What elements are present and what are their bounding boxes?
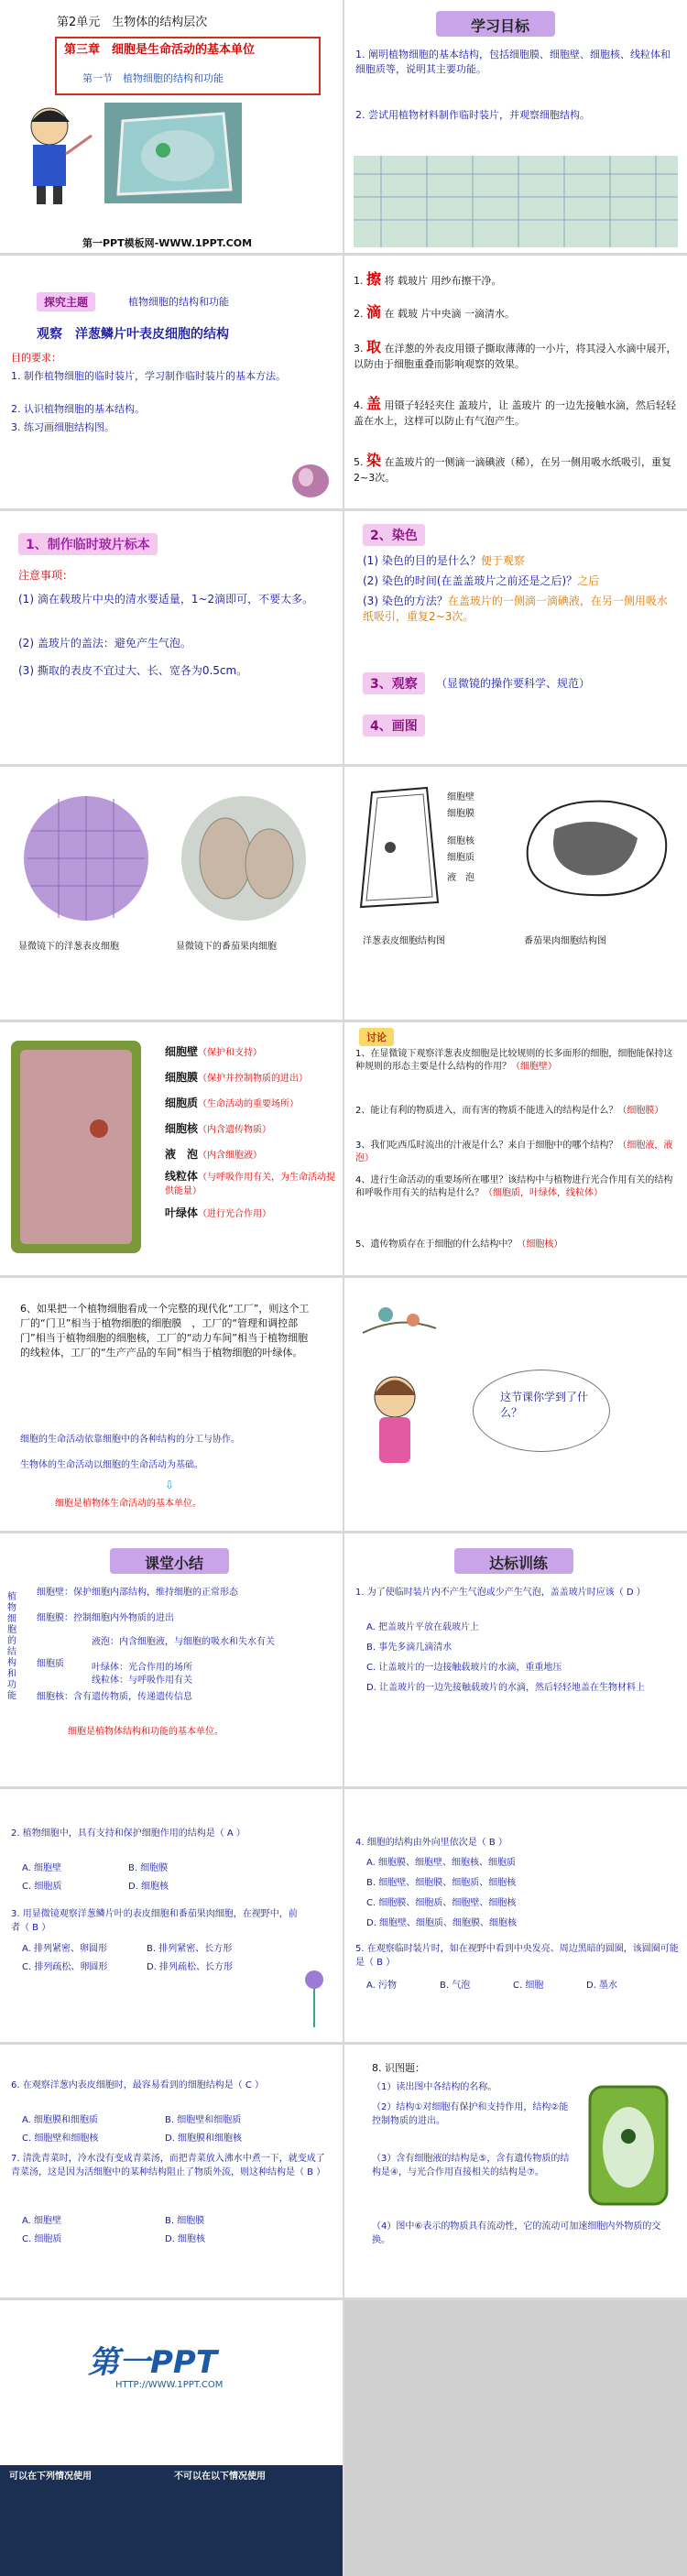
aim-2: 2. 认识植物细胞的基本结构。 (11, 403, 145, 415)
q3-opt-b: B. 排列紧密、长方形 (147, 1944, 233, 1954)
func-2: 细胞膜（保护并控制物质的进出） (165, 1071, 309, 1084)
slide-practice-2 (0, 1789, 343, 2042)
quiz-item-4: （4）图中⑥表示的物质具有流动性，它的流动可加速细胞内外物质的交换。 (372, 2221, 661, 2245)
summary-3: 细胞是植物体生命活动的基本单位。 (55, 1499, 202, 1509)
q1-opt-a: A. 把盖玻片平放在载玻片上 (366, 1622, 480, 1632)
q2-opt-a: A. 细胞壁 (22, 1863, 62, 1873)
observe-heading: 观察 洋葱鳞片叶表皮细胞的结构 (37, 327, 229, 342)
q3-opt-a: A. 排列紧密、卵圆形 (22, 1944, 108, 1954)
practice-q5: 5. 在观察临时装片时，如在视野中看到中央发亮、周边黑暗的圆圈，该圆圈可能是（ B ） (355, 1944, 679, 1968)
aim-label: 目的要求： (11, 352, 61, 364)
slide-micro (0, 767, 343, 1020)
slide-practice-4 (0, 2045, 343, 2298)
aim-3: 3. 练习画细胞结构图。 (11, 421, 114, 433)
usage-forbidden: 不可以在以下情况使用 (174, 2472, 266, 2482)
onion-caption: 显微镜下的洋葱表皮细胞 (18, 942, 119, 952)
q5-opt-a: A. 污物 (366, 1981, 398, 1991)
usage-allowed: 可以在下列情况使用 (9, 2472, 92, 2482)
diag-label-1: 细胞壁 (447, 792, 474, 802)
tomato-cell-diagram (518, 792, 674, 902)
flower-image (291, 1963, 337, 2027)
q5-opt-c: C. 细胞 (513, 1981, 544, 1991)
q7-opt-a: A. 细胞壁 (22, 2216, 62, 2226)
note-label: 注意事项： (18, 569, 74, 582)
cells-photo (354, 156, 678, 247)
func-3: 细胞质（生命活动的重要场所） (165, 1097, 300, 1109)
quiz-item-2: （2）结构①对细胞有保护和支持作用，结构②能控制物质的进出。 (372, 2102, 569, 2126)
slide-practice-3 (344, 1789, 687, 2042)
slide-goals (344, 0, 687, 253)
diag-label-3: 细胞核 (447, 836, 474, 846)
slide-title (0, 0, 343, 253)
sum-row-3: 液泡：内含细胞液，与细胞的吸水和失水有关 (92, 1637, 275, 1647)
diag-label-2: 细胞膜 (447, 809, 474, 819)
q7-opt-c: C. 细胞质 (22, 2234, 62, 2244)
discuss-2: 2、能让有利的物质进入，而有害的物质不能进入的结构是什么？（细胞膜） (355, 1106, 664, 1116)
q4-opt-b: B. 细胞壁、细胞膜、细胞质、细胞核 (366, 1878, 517, 1888)
sum-row-2: 细胞膜：控制细胞内外物质的进出 (37, 1613, 174, 1623)
summary-2: 生物体的生命活动以细胞的生命活动为基础。 (20, 1460, 203, 1470)
q6-opt-a: A. 细胞膜和细胞质 (22, 2115, 99, 2125)
q3-opt-c: C. 排列疏松、卵圆形 (22, 1962, 108, 1972)
slide-diagram-quiz (344, 2045, 687, 2298)
section-title: 第一节 植物细胞的结构和功能 (82, 72, 224, 84)
onion-micro-image (22, 794, 150, 922)
quiz-item-1: （1）读出图中各结构的名称。 (372, 2082, 497, 2092)
q7-opt-b: B. 细胞膜 (165, 2216, 205, 2226)
stain-q3: (3) 染色的方法？在盖玻片的一侧滴一滴碘液，在另一侧用吸水纸吸引，重复2~3次。 (363, 595, 668, 624)
diag-label-4: 细胞质 (447, 853, 474, 863)
slide-diagram (344, 767, 687, 1020)
func-4: 细胞核（内含遗传物质） (165, 1122, 272, 1135)
note-1: (1) 滴在载玻片中央的清水要适量，1~2滴即可，不要太多。 (18, 593, 314, 606)
discuss-5: 5、遗传物质存在于细胞的什么结构中？（细胞核） (355, 1239, 563, 1250)
footer-brand: 第一PPT模板网-WWW.1PPT.COM (82, 237, 253, 249)
goals-title: 学习目标 (471, 17, 530, 35)
diag-label-5: 液 泡 (447, 873, 474, 883)
discuss-4: 4、进行生命活动的重要场所在哪里？该结构中与植物进行光合作用有关的结构和呼吸作用有关的结构是什么？（细胞质，叶绿体，线粒体） (355, 1175, 673, 1198)
aim-1: 1. 制作植物细胞的临时装片，学习制作临时装片的基本方法。 (11, 370, 286, 382)
onion-image (288, 455, 333, 501)
sum-bottom: 细胞是植物体结构和功能的基本单位。 (68, 1727, 224, 1737)
sum-row-6: 细胞核：含有遗传物质，传递遗传信息 (37, 1692, 192, 1702)
slide-factory (0, 1278, 343, 1531)
birds-image (354, 1287, 445, 1342)
green-cell-image (583, 2081, 674, 2210)
bubble-text: 这节课你学到了什么？ (500, 1391, 589, 1420)
cell-photo (104, 103, 242, 203)
quiz-item-3: （3）含有细胞液的结构是⑤，含有遗传物质的结构是④，与光合作用直接相关的结构是⑦。 (372, 2154, 570, 2178)
slide-summary (0, 1534, 343, 1786)
stain-title: 2、染色 (363, 524, 425, 546)
step-1: 1. 擦 将 载玻片 用纱布擦干净。 (354, 270, 502, 288)
q1-opt-b: B. 事先多滴几滴清水 (366, 1643, 453, 1653)
slide-empty (344, 2300, 687, 2576)
brand-url: HTTP://WWW.1PPT.COM (115, 2380, 224, 2390)
q6-opt-d: D. 细胞膜和细胞核 (165, 2134, 243, 2144)
q1-opt-c: C. 让盖玻片的一边接触载玻片的水滴，重重地压 (366, 1663, 562, 1673)
slide-stain (344, 511, 687, 764)
q5-opt-b: B. 气泡 (440, 1981, 471, 1991)
stain-q1: (1) 染色的目的是什么？便于观察 (363, 554, 525, 567)
girl-cartoon (363, 1370, 427, 1470)
func-7: 叶绿体（进行光合作用） (165, 1206, 272, 1219)
q5-opt-d: D. 墨水 (586, 1981, 618, 1991)
q7-opt-d: D. 细胞核 (165, 2234, 206, 2244)
stain-q2: (2) 染色的时间(在盖盖玻片之前还是之后)？之后 (363, 574, 600, 587)
q4-opt-a: A. 细胞膜、细胞壁、细胞核、细胞质 (366, 1858, 517, 1868)
goal-2: 2. 尝试用植物材料制作临时装片，并观察细胞结构。 (355, 109, 590, 121)
sum-row-5: 线粒体：与呼吸作用有关 (92, 1675, 192, 1686)
discuss-3: 3、我们吃西瓜时流出的汁液是什么？来自于细胞中的哪个结构？（细胞液，液泡） (355, 1141, 673, 1163)
slide-method (0, 511, 343, 764)
step-3: 3. 取 在洋葱的外表皮用镊子撕取薄薄的一小片，将其浸入水滴中展开，以防由于细胞重叠而影响观察的效果。 (354, 338, 677, 371)
func-6: 线粒体（与呼吸作用有关，为生命活动提供能量） (165, 1170, 336, 1196)
unit-title: 第2单元 生物体的结构层次 (57, 16, 208, 29)
draw-title: 4、画图 (363, 715, 425, 737)
tomato-micro-image (180, 794, 308, 922)
brand-logo: 第一PPT (88, 2344, 218, 2381)
q2-opt-d: D. 细胞核 (128, 1882, 169, 1892)
summary-left-label: 植物细胞的结构和功能 (7, 1592, 16, 1701)
q6-opt-c: C. 细胞壁和细胞核 (22, 2134, 99, 2144)
slide-practice-1 (344, 1534, 687, 1786)
q2-opt-c: C. 细胞质 (22, 1882, 62, 1892)
summary-1: 细胞的生命活动依靠细胞中的各种结构的分工与协作。 (20, 1435, 240, 1445)
practice-q6: 6. 在观察洋葱内表皮细胞时，最容易看到的细胞结构是（ C ） (11, 2080, 265, 2090)
q6-opt-b: B. 细胞壁和细胞质 (165, 2115, 242, 2125)
practice-q1: 1. 为了使临时装片内不产生气泡或少产生气泡，盖盖玻片时应该（ D ） (355, 1588, 646, 1598)
quiz-title: 8. 识图题： (372, 2062, 425, 2074)
slide-cell-functions (0, 1022, 343, 1275)
step-5: 5. 染 在盖玻片的一侧滴一滴碘液（稀），在另一侧用吸水纸吸引，重复2~3次。 (354, 452, 672, 485)
teacher-cartoon (13, 99, 95, 209)
chapter-title: 第三章 细胞是生命活动的基本单位 (64, 43, 256, 57)
diag-caption-2: 番茄果肉细胞结构图 (524, 936, 606, 946)
q4-opt-c: C. 细胞膜、细胞质、细胞壁、细胞核 (366, 1898, 517, 1908)
sum-mid: 细胞质 (37, 1659, 64, 1669)
observe-note: （显微镜的操作要科学、规范） (436, 677, 591, 690)
onion-cell-diagram (354, 783, 445, 911)
practice-q3: 3. 用显微镜观察洋葱鳞片叶的表皮细胞和番茄果肉细胞，在视野中，前者（ B ） (11, 1909, 298, 1933)
step-4: 4. 盖 用镊子轻轻夹住 盖玻片，让 盖玻片 的一边先接触水滴，然后轻轻盖在水上，这样可以防止有气泡产生。 (354, 395, 677, 428)
q2-opt-b: B. 细胞膜 (128, 1863, 169, 1873)
method-title: 1、制作临时玻片标本 (18, 533, 158, 555)
slide-discussion (344, 1022, 687, 1275)
practice-q4: 4. 细胞的结构由外向里依次是（ B ） (355, 1838, 507, 1848)
func-5: 液 泡（内含细胞液） (165, 1148, 263, 1161)
func-1: 细胞壁（保护和支持） (165, 1045, 263, 1058)
summary-title: 课堂小结 (145, 1555, 204, 1572)
slide-question (344, 1278, 687, 1531)
discuss-1: 1、在显微镜下观察洋葱表皮细胞是比较规则的长多面形的细胞，细胞能保持这种规则的形态主要是什么结构的作用？（细胞壁） (355, 1049, 673, 1072)
goal-1: 1. 阐明植物细胞的基本结构，包括细胞膜、细胞壁、细胞核、线粒体和细胞质等，说明其主要功能。 (355, 49, 671, 75)
q3-opt-d: D. 排列疏松、长方形 (147, 1962, 234, 1972)
topic-text: 植物细胞的结构和功能 (128, 296, 229, 308)
step-2: 2. 滴 在 载玻 片中央滴 一滴清水。 (354, 303, 516, 321)
topic-label: 探究主题 (37, 292, 95, 311)
slide-steps (344, 256, 687, 508)
observe-title: 3、观察 (363, 672, 425, 694)
factory-question: 6、如果把一个植物细胞看成一个完整的现代化“工厂”，则这个工厂的“门卫”相当于植物细胞的细胞膜 ，工厂的“管理和调控部门”相当于植物细胞的细胞核，工厂的“动力车间”相当于植物细胞的线粒体，工厂的“生产产品的车间”相当于植物细胞的叶绿体。 (20, 1303, 310, 1359)
slide-branding (0, 2300, 343, 2576)
down-arrow-icon: ⇩ (165, 1479, 175, 1491)
colored-cell-image (7, 1037, 145, 1257)
sum-row-4: 叶绿体：光合作用的场所 (92, 1663, 192, 1673)
q4-opt-d: D. 细胞壁、细胞质、细胞膜、细胞核 (366, 1918, 518, 1928)
discussion-tag: 讨论 (359, 1028, 394, 1046)
practice-q2: 2. 植物细胞中，具有支持和保护细胞作用的结构是（ A ） (11, 1828, 245, 1839)
tomato-caption: 显微镜下的番茄果肉细胞 (176, 942, 277, 952)
practice-title: 达标训练 (489, 1555, 549, 1572)
sum-row-1: 细胞壁：保护细胞内部结构，维持细胞的正常形态 (37, 1588, 238, 1598)
note-2: (2) 盖玻片的盖法：避免产生气泡。 (18, 637, 191, 649)
slide-explore (0, 256, 343, 508)
note-3: (3) 撕取的表皮不宜过大、长、宽各为0.5cm。 (18, 664, 248, 677)
diag-caption-1: 洋葱表皮细胞结构图 (363, 936, 445, 946)
q1-opt-d: D. 让盖玻片的一边先接触载玻片的水滴，然后轻轻地盖在生物材料上 (366, 1683, 646, 1693)
practice-q7: 7. 清洗青菜时，冷水没有变成青菜汤，而把青菜放入沸水中煮一下，就变成了青菜汤，这是因为活细胞中的某种结构阻止了物质外流，则这种结构是（ B ） (11, 2154, 326, 2178)
